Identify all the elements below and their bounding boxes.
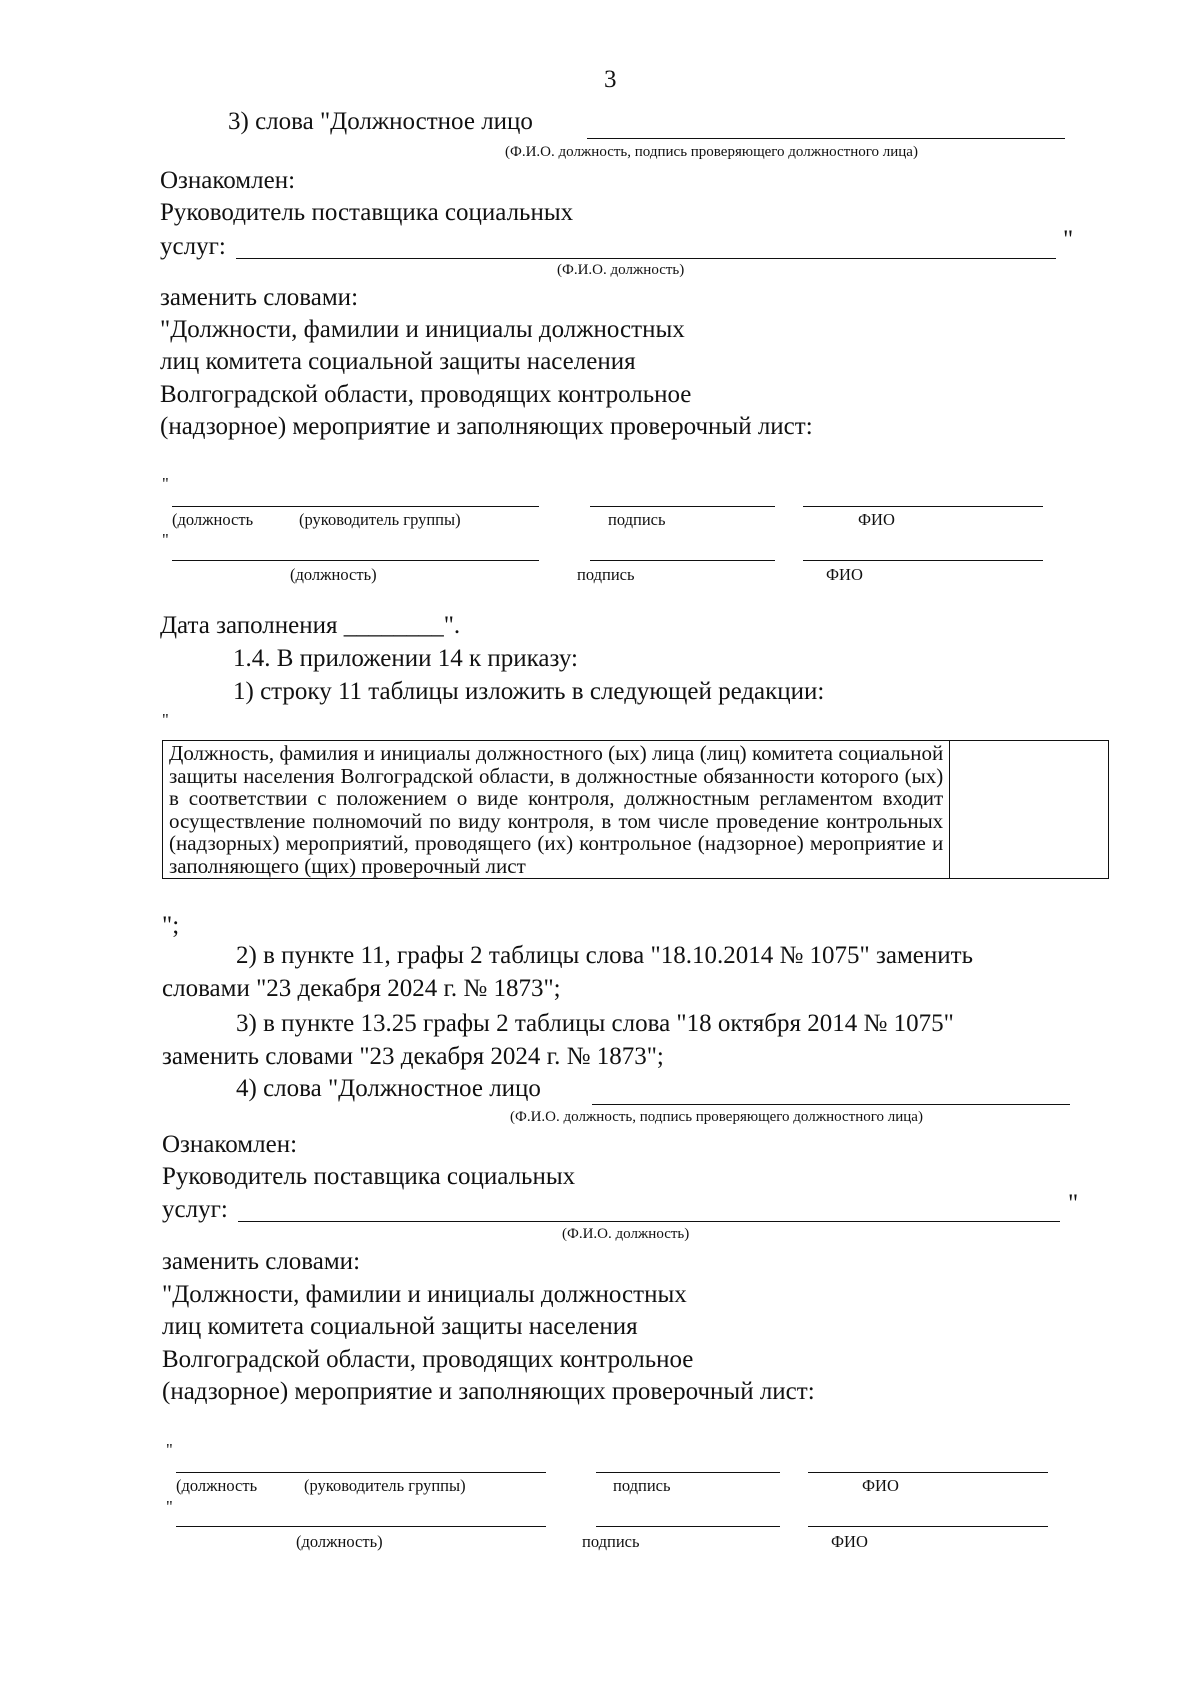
new-text-line4: (надзорное) мероприятие и заполняющих проверочный лист:: [160, 413, 813, 440]
item4-line: 4) слова "Должностное лицо: [236, 1075, 541, 1102]
sig-quote: ": [166, 1497, 173, 1516]
close-quote: ";: [162, 912, 180, 939]
name-line: [803, 506, 1043, 507]
item2-line1: 2) в пункте 11, графы 2 таблицы слова "18.10.2014 № 1075" заменить: [236, 942, 973, 969]
signature-caption: подпись: [577, 565, 635, 584]
new-text-line1: "Должности, фамилии и инициалы должностных: [160, 316, 685, 343]
acquainted-label: Ознакомлен:: [160, 167, 296, 194]
provider-head-line2: услуг:: [162, 1196, 228, 1223]
signature-caption: подпись: [613, 1476, 671, 1495]
table-cell-name: [163, 741, 950, 879]
signature-caption: подпись: [608, 510, 666, 529]
new-text-line3: Волгоградской области, проводящих контрольное: [162, 1346, 694, 1373]
item3-line1: 3) в пункте 13.25 графы 2 таблицы слова "18 октября 2014 № 1075": [236, 1010, 954, 1037]
position-line: [172, 506, 539, 507]
new-text-line1: "Должности, фамилии и инициалы должностных: [162, 1281, 687, 1308]
sig-quote: ": [166, 1440, 173, 1459]
table-cell-text: Должность, фамилия и инициалы должностного (ых) лица (лиц) комитета социальной защиты населения Волгоградской области, в должностные обязанности которого (ых) в соответствии с положением о виде контроля, должностным регламентом входит осуществление полномочий по виду контроля, в том числе проведение контрольных (надзорных) мероприятий, проводящего (их) контрольное (надзорное) мероприятие и заполняющего (щих) проверочный лист: [169, 741, 944, 878]
official-caption: (Ф.И.О. должность, подпись проверяющего должностного лица): [505, 144, 918, 160]
provider-head-line2: услуг:: [160, 233, 226, 260]
fio-caption: (Ф.И.О. должность): [562, 1226, 690, 1242]
sig-quote: ": [162, 530, 169, 549]
position-caption: (должность: [172, 510, 254, 529]
name-line: [808, 1472, 1048, 1473]
table-row-11: [162, 740, 1109, 879]
item2-line2: словами "23 декабря 2024 г. № 1873";: [162, 975, 561, 1002]
signature-line: [590, 560, 775, 561]
item-3-words-official: 3) слова "Должностное лицо: [228, 108, 533, 135]
new-text-line3: Волгоградской области, проводящих контрольное: [160, 381, 692, 408]
page-number: 3: [604, 66, 617, 93]
official-caption: (Ф.И.О. должность, подпись проверяющего должностного лица): [510, 1109, 923, 1125]
position-line: [176, 1526, 546, 1527]
official-signature-line: [592, 1104, 1070, 1105]
name-caption: ФИО: [826, 565, 863, 584]
role-caption: (руководитель группы): [299, 510, 461, 529]
name-caption: ФИО: [831, 1532, 868, 1551]
sig-quote: ": [162, 474, 169, 493]
new-text-line4: (надзорное) мероприятие и заполняющих проверочный лист:: [162, 1378, 815, 1405]
close-quote: ": [1068, 1190, 1079, 1217]
position-caption: (должность): [296, 1532, 383, 1551]
signature-line: [590, 506, 775, 507]
section-1-4-heading: 1.4. В приложении 14 к приказу:: [233, 645, 578, 672]
role-caption: (руководитель группы): [304, 1476, 466, 1495]
name-line: [808, 1526, 1048, 1527]
position-line: [176, 1472, 546, 1473]
fio-caption: (Ф.И.О. должность): [557, 262, 685, 278]
item3-line2: заменить словами "23 декабря 2024 г. № 1873";: [162, 1043, 664, 1070]
new-text-line2: лиц комитета социальной защиты населения: [162, 1313, 638, 1340]
fill-date: Дата заполнения ________".: [160, 612, 461, 639]
close-quote: ": [1063, 226, 1074, 253]
name-line: [803, 560, 1043, 561]
acquainted-label: Ознакомлен:: [162, 1131, 298, 1158]
position-caption: (должность: [176, 1476, 258, 1495]
table-cell-empty: [950, 741, 1109, 879]
name-caption: ФИО: [858, 510, 895, 529]
open-quote: ": [162, 710, 169, 729]
position-line: [172, 560, 539, 561]
signature-caption: подпись: [582, 1532, 640, 1551]
official-signature-line: [587, 138, 1065, 139]
replace-with-label: заменить словами:: [160, 284, 359, 311]
provider-fio-line: [238, 1221, 1060, 1222]
provider-head-line1: Руководитель поставщика социальных: [162, 1163, 576, 1190]
replace-with-label: заменить словами:: [162, 1248, 361, 1275]
section-1-4-item1: 1) строку 11 таблицы изложить в следующей редакции:: [233, 678, 825, 705]
new-text-line2: лиц комитета социальной защиты населения: [160, 348, 636, 375]
provider-head-line1: Руководитель поставщика социальных: [160, 199, 574, 226]
signature-line: [596, 1472, 780, 1473]
provider-fio-line: [236, 258, 1056, 259]
signature-line: [596, 1526, 780, 1527]
position-caption: (должность): [290, 565, 377, 584]
name-caption: ФИО: [862, 1476, 899, 1495]
